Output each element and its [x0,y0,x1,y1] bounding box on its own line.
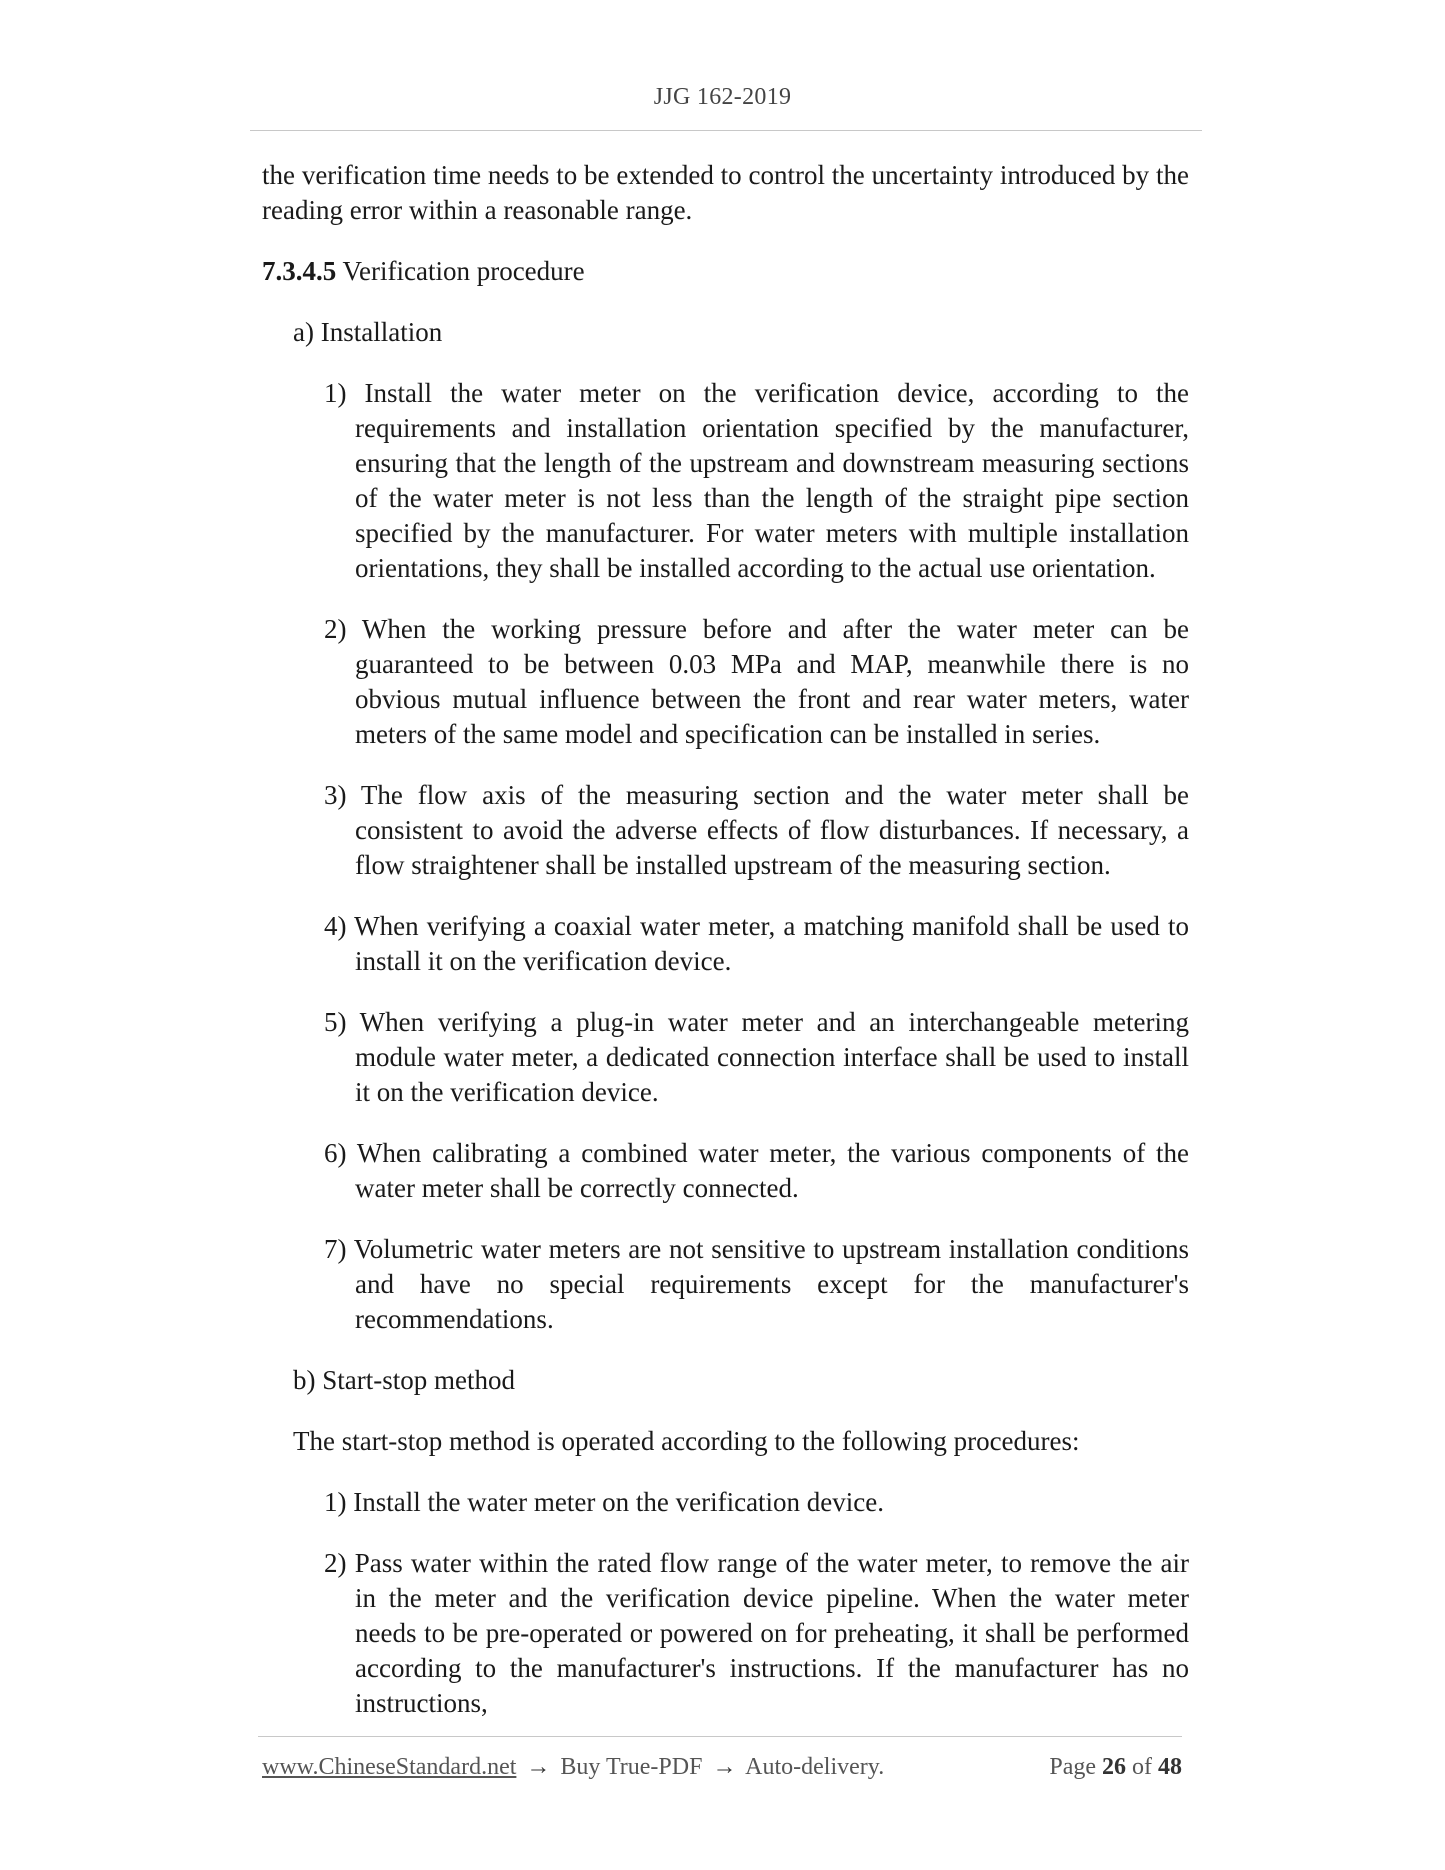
site-link[interactable]: www.ChineseStandard.net [262,1754,517,1780]
list-item: 2) When the working pressure before and after the water meter can be guaranteed to be between 0.03 MPa and MAP, meanwhile there is no obvious mutual influence between the front and rear water meters, water meters of the same model and specification can be installed in series. [324,614,1189,749]
buy-pdf-text: Buy True-PDF [560,1754,703,1780]
section-b-intro: The start-stop method is operated according to the following procedures: [293,1426,1080,1456]
arrow-right-icon: → [712,1754,737,1780]
list-item: 5) When verifying a plug-in water meter and an interchangeable metering module water meter, a dedicated connection interface shall be used to install it on the verification device. [324,1007,1189,1107]
footer-promo [262,1754,884,1781]
list-item: 4) When verifying a coaxial water meter, a matching manifold shall be used to install it on the verification device. [324,911,1189,976]
list-item: 2) Pass water within the rated flow range of the water meter, to remove the air in the meter and the verification device pipeline. When the water meter needs to be pre-operated or powered on for preheating, it shall be performed according to the manufacturer's instructions. If the manufacturer has no instructions, [324,1548,1189,1718]
page-content [262,158,1189,1747]
page-number [1049,1754,1182,1781]
clause-heading [262,254,1189,289]
section-a-label: a) Installation [293,317,443,347]
footer-divider [258,1736,1182,1737]
continuation-paragraph: the verification time needs to be extended to control the uncertainty introduced by the reading error within a reasonable range. [262,160,1189,225]
list-item: 6) When calibrating a combined water meter, the various components of the water meter shall be correctly connected. [324,1138,1189,1203]
list-item: 1) Install the water meter on the verification device, according to the requirements and installation orientation specified by the manufacturer, ensuring that the length of the upstream and downstream measuring sections of the water meter is not less than the length of the straight pipe section specified by the manufacturer. For water meters with multiple installation orientations, they shall be installed according to the actual use orientation. [324,378,1189,583]
header-divider [250,130,1202,131]
page-word: Page [1049,1754,1096,1780]
list-item: 7) Volumetric water meters are not sensitive to upstream installation conditions and have no special requirements except for the manufacturer's recommendations. [324,1234,1189,1334]
arrow-right-icon: → [526,1754,551,1780]
page-of: of [1132,1754,1152,1780]
page-total: 48 [1158,1754,1182,1780]
clause-number: 7.3.4.5 [262,256,337,286]
page-footer [262,1754,1182,1781]
clause-title: Verification procedure [342,256,585,286]
list-item: 3) The flow axis of the measuring section and the water meter shall be consistent to avoid the adverse effects of flow disturbances. If necessary, a flow straightener shall be installed upstream of the measuring section. [324,780,1189,880]
document-id-header: JJG 162-2019 [653,84,792,110]
section-b-label: b) Start-stop method [293,1365,515,1395]
auto-delivery-text: Auto-delivery. [745,1754,885,1780]
page-current: 26 [1102,1754,1126,1780]
list-item: 1) Install the water meter on the verification device. [324,1487,885,1517]
